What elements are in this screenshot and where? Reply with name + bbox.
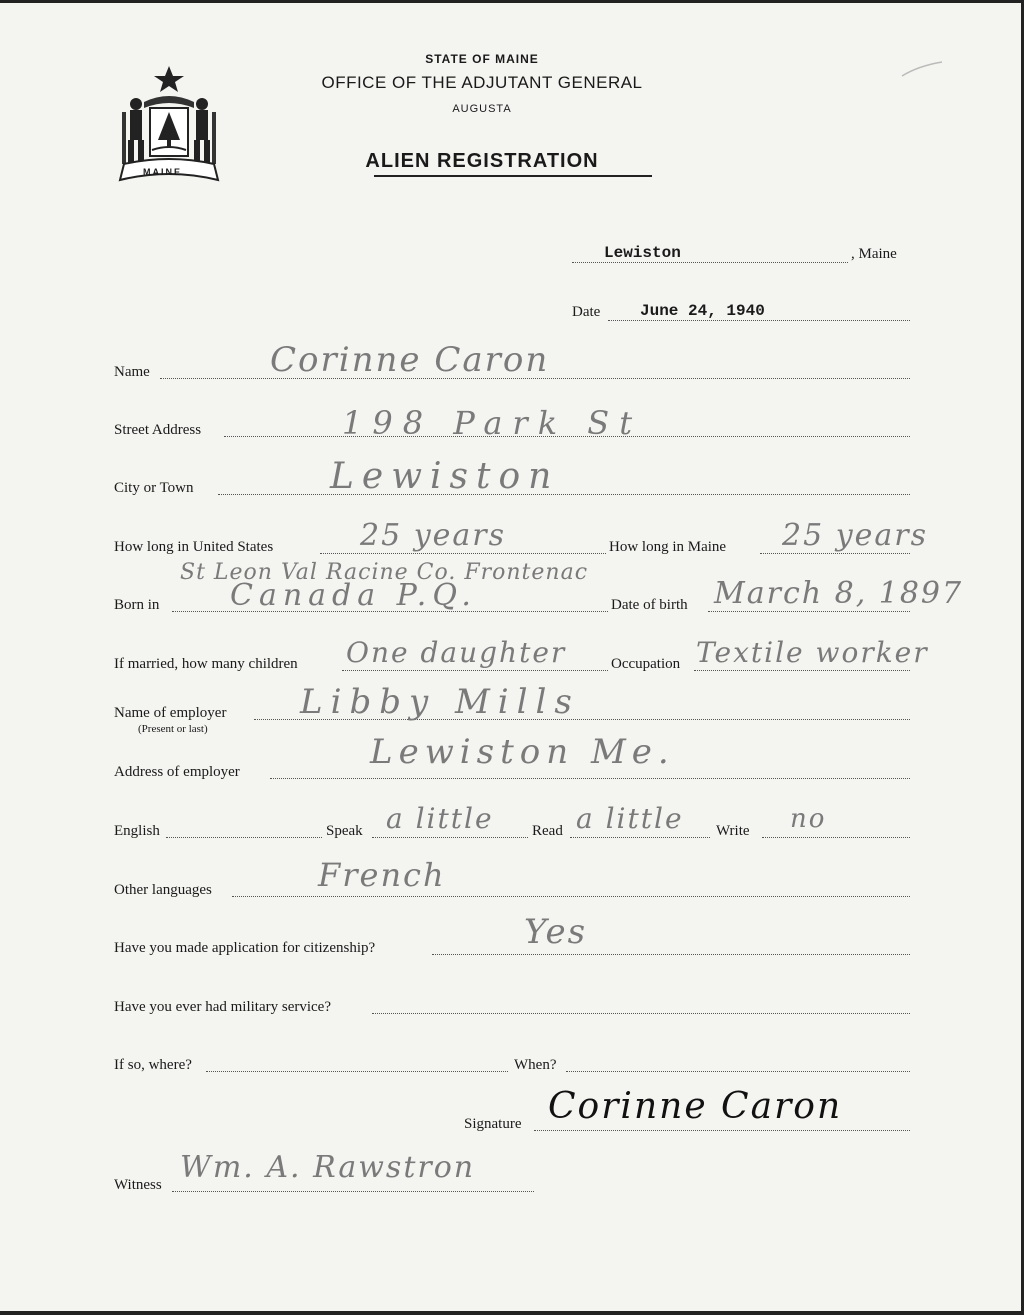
english-line <box>166 837 322 838</box>
birthplace-value-line1: St Leon Val Racine Co. Frontenac <box>180 560 589 585</box>
occupation-value: Textile worker <box>696 636 929 669</box>
employer-value: Libby Mills <box>300 682 580 722</box>
street-label: Street Address <box>114 422 202 438</box>
where-label: If so, where? <box>114 1057 192 1073</box>
speak-value: a little <box>386 802 494 835</box>
born-label: Born in <box>114 597 160 613</box>
name-value: Corinne Caron <box>270 340 550 380</box>
name-label: Name <box>114 364 150 380</box>
languages-value: French <box>318 856 446 894</box>
read-value: a little <box>576 802 684 835</box>
us-duration-line <box>320 553 606 554</box>
military-label: Have you ever had military service? <box>114 999 331 1015</box>
signature-value: Corinne Caron <box>548 1086 843 1127</box>
occupation-line <box>694 670 910 671</box>
citizenship-value: Yes <box>524 912 588 952</box>
read-label: Read <box>532 823 563 839</box>
speak-line <box>372 837 528 838</box>
location-line <box>572 262 848 263</box>
date-line <box>608 320 910 321</box>
witness-line <box>172 1191 534 1192</box>
read-line <box>570 837 710 838</box>
top-edge <box>0 0 1024 3</box>
languages-label: Other languages <box>114 882 212 898</box>
when-line <box>566 1071 910 1072</box>
city-line <box>218 494 910 495</box>
employer-sublabel: (Present or last) <box>138 723 208 735</box>
children-line <box>342 670 608 671</box>
military-line <box>372 1013 910 1014</box>
citizenship-label: Have you made application for citizenship? <box>114 940 376 956</box>
when-label: When? <box>514 1057 557 1073</box>
employer-address-value: Lewiston Me. <box>370 732 675 772</box>
speak-label: Speak <box>326 823 363 839</box>
maine-duration-line <box>760 553 910 554</box>
header-city: AUGUSTA <box>452 103 512 115</box>
employer-address-line <box>270 778 910 779</box>
us-duration-label: How long in United States <box>114 539 274 555</box>
employer-address-label: Address of employer <box>114 764 240 780</box>
date-value: June 24, 1940 <box>640 302 765 320</box>
signature-label: Signature <box>464 1116 522 1132</box>
bottom-edge <box>0 1311 1024 1315</box>
pencil-mark <box>898 58 948 82</box>
where-line <box>206 1071 508 1072</box>
english-label: English <box>114 823 160 839</box>
dob-value: March 8, 1897 <box>714 576 964 611</box>
city-label: City or Town <box>114 480 194 496</box>
occupation-label: Occupation <box>611 656 681 672</box>
children-value: One daughter <box>346 636 567 669</box>
write-value: no <box>790 804 827 834</box>
maine-duration-value: 25 years <box>782 518 929 553</box>
city-value: Lewiston <box>330 456 560 497</box>
us-duration-value: 25 years <box>360 518 507 553</box>
title-underline <box>374 175 652 177</box>
date-label: Date <box>572 304 601 320</box>
write-label: Write <box>716 823 750 839</box>
location-city: Lewiston <box>604 244 681 262</box>
write-line <box>762 837 910 838</box>
seal-text: MAINE <box>143 167 182 177</box>
dob-label: Date of birth <box>611 597 688 613</box>
witness-label: Witness <box>114 1177 162 1193</box>
languages-line <box>232 896 910 897</box>
signature-line <box>534 1130 910 1131</box>
maine-duration-label: How long in Maine <box>609 539 727 555</box>
dob-line <box>708 611 910 612</box>
employer-label: Name of employer <box>114 705 227 721</box>
children-label: If married, how many children <box>114 656 298 672</box>
form-title: ALIEN REGISTRATION <box>365 150 599 172</box>
birthplace-value-line2: Canada P.Q. <box>230 578 477 613</box>
header-state: STATE OF MAINE <box>425 52 539 66</box>
citizenship-line <box>432 954 910 955</box>
street-value: 198 Park St <box>342 404 643 442</box>
witness-value: Wm. A. Rawstron <box>180 1150 476 1185</box>
header-office: OFFICE OF THE ADJUTANT GENERAL <box>321 73 643 92</box>
location-state-label: , Maine <box>851 246 897 262</box>
